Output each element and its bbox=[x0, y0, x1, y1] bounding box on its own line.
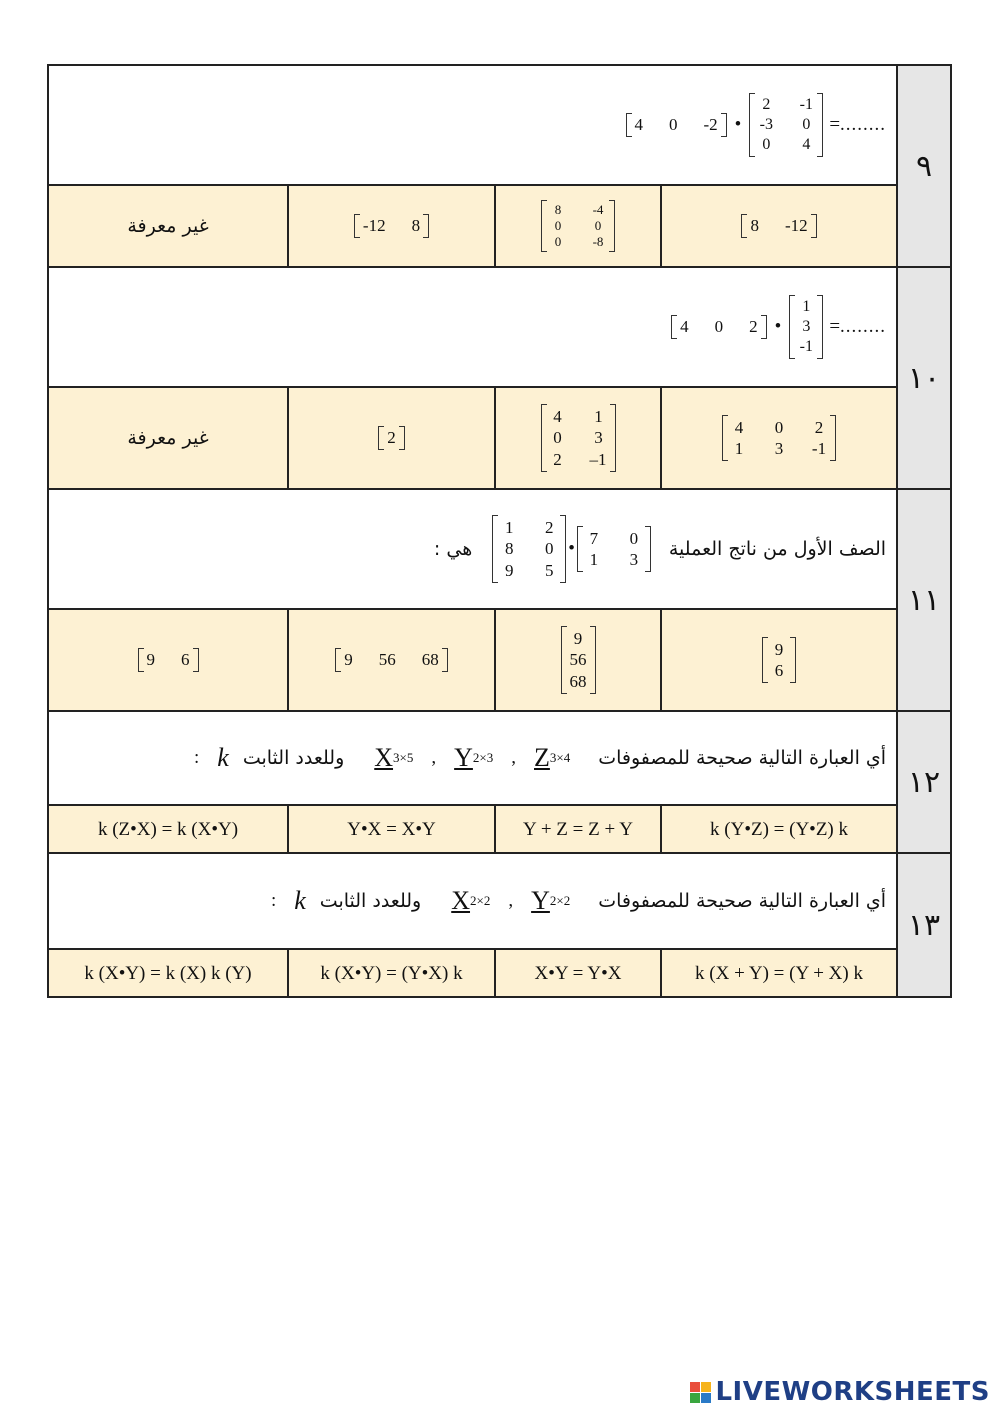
q13-option-4[interactable] bbox=[48, 949, 288, 997]
q9-option-3[interactable] bbox=[288, 185, 495, 267]
q9-opt3-v2: 8 bbox=[411, 216, 421, 235]
q10-opt2-31: 2 bbox=[553, 449, 562, 469]
q10-option-1[interactable] bbox=[661, 387, 897, 489]
q11-b-11: 1 bbox=[504, 518, 514, 538]
q9-m-12: -1 bbox=[799, 96, 813, 113]
q11-opt4-v2: 6 bbox=[181, 650, 190, 669]
q9-prompt bbox=[48, 65, 897, 185]
q13-k: k bbox=[294, 886, 306, 915]
q10-rv-2: 0 bbox=[714, 317, 724, 336]
q9-opt2-32: -8 bbox=[592, 234, 604, 250]
q10-dot-operator: • bbox=[774, 316, 782, 337]
q10-expression bbox=[49, 295, 896, 359]
q9-rv-3: -2 bbox=[703, 115, 718, 134]
q9-opt2-12: -4 bbox=[592, 201, 604, 217]
q9-opt4-text: غير معرفة bbox=[127, 214, 209, 237]
q10-opt2-32: –1 bbox=[589, 449, 607, 469]
q12-opt3-text: Y•X = X•Y bbox=[347, 818, 436, 840]
q13-constant-text: وللعدد الثابت bbox=[319, 890, 422, 912]
q11-a-11: 7 bbox=[589, 528, 599, 548]
q11-text-after: هي : bbox=[433, 538, 473, 560]
q9-opt3-v1: -12 bbox=[362, 216, 386, 235]
q9-m-22: 0 bbox=[802, 116, 811, 133]
q11-b-12: 2 bbox=[544, 518, 554, 538]
q12-number: ١٢ bbox=[897, 711, 951, 853]
q11-a-21: 1 bbox=[589, 550, 599, 569]
q10-opt3-v1: 2 bbox=[387, 428, 396, 447]
q11-b-32: 5 bbox=[544, 560, 554, 580]
q12-opt1-text: k (Y•Z) = (Y•Z) k bbox=[710, 818, 849, 840]
q13-comma: , bbox=[508, 890, 514, 911]
q10-opt2-22: 3 bbox=[594, 428, 603, 448]
q12-matrix-x: X bbox=[374, 743, 394, 772]
q9-equals: = bbox=[829, 114, 841, 135]
q11-opt1-2: 6 bbox=[774, 661, 784, 680]
q12-text: أي العبارة التالية صحيحة للمصفوفات bbox=[598, 747, 887, 769]
q11-option-4[interactable] bbox=[48, 609, 288, 711]
q9-matrix bbox=[749, 93, 823, 157]
watermark-text: LIVEWORKSHEETS bbox=[715, 1377, 990, 1407]
q11-text-before: الصف الأول من ناتج العملية bbox=[668, 538, 887, 560]
liveworksheets-logo-icon bbox=[690, 1382, 711, 1403]
q13-option-2[interactable] bbox=[495, 949, 661, 997]
q9-opt2-22: 0 bbox=[594, 217, 602, 233]
q10-m-1: 1 bbox=[802, 298, 811, 315]
q13-y-size: 2×2 bbox=[549, 893, 571, 908]
q12-comma-2: , bbox=[511, 747, 516, 768]
q11-b-22: 0 bbox=[544, 539, 554, 559]
q12-matrix-z: Z bbox=[534, 743, 550, 772]
q13-prompt bbox=[48, 853, 897, 949]
q10-opt2-matrix bbox=[541, 404, 616, 472]
q12-x-size: 3×5 bbox=[393, 750, 414, 765]
q13-expression bbox=[49, 886, 896, 916]
q13-opt2-text: X•Y = Y•X bbox=[534, 962, 622, 984]
q9-number: ٩ bbox=[897, 65, 951, 267]
q9-rv-2: 0 bbox=[669, 115, 678, 134]
q11-a-22: 3 bbox=[629, 550, 639, 569]
q9-option-1[interactable] bbox=[661, 185, 897, 267]
q12-prompt bbox=[48, 711, 897, 805]
q9-option-4[interactable] bbox=[48, 185, 288, 267]
q11-opt2-matrix bbox=[561, 626, 596, 694]
q12-option-1[interactable] bbox=[661, 805, 897, 853]
q11-opt4-vector bbox=[138, 648, 199, 672]
q11-option-2[interactable] bbox=[495, 609, 661, 711]
q12-option-4[interactable] bbox=[48, 805, 288, 853]
q10-opt3-vector bbox=[378, 426, 405, 450]
q11-opt1-matrix bbox=[762, 637, 796, 684]
q9-opt3-vector bbox=[354, 214, 429, 238]
q11-matrix-a bbox=[577, 526, 651, 573]
q13-matrix-y: Y bbox=[531, 886, 550, 915]
q9-opt1-vector bbox=[741, 214, 816, 238]
q9-dots: ........ bbox=[840, 114, 887, 135]
q11-opt1-1: 9 bbox=[774, 639, 784, 659]
q11-opt3-v3: 68 bbox=[421, 650, 439, 669]
q10-opt1-12: 0 bbox=[774, 417, 784, 437]
q10-opt2-21: 0 bbox=[553, 428, 562, 448]
q11-opt3-vector bbox=[335, 648, 448, 672]
q10-opt1-matrix bbox=[722, 415, 836, 462]
q10-number: ١٠ bbox=[897, 267, 951, 489]
q11-b-31: 9 bbox=[504, 560, 514, 580]
q10-matrix bbox=[789, 295, 823, 359]
q13-colon: : bbox=[270, 890, 277, 911]
logo-square-2 bbox=[701, 1382, 711, 1392]
q13-number: ١٣ bbox=[897, 853, 951, 997]
q12-colon: : bbox=[193, 747, 200, 768]
q12-option-3[interactable] bbox=[288, 805, 495, 853]
q11-dot-operator: • bbox=[568, 538, 575, 559]
q12-k: k bbox=[217, 743, 229, 772]
q13-option-3[interactable] bbox=[288, 949, 495, 997]
q11-opt3-v2: 56 bbox=[378, 650, 396, 669]
q10-opt1-23: -1 bbox=[811, 439, 827, 458]
q10-opt4-text: غير معرفة bbox=[127, 426, 209, 449]
logo-square-1 bbox=[690, 1382, 700, 1392]
q12-comma-1: , bbox=[431, 747, 437, 768]
q13-opt4-text: k (X•Y) = k (X) k (Y) bbox=[84, 962, 252, 984]
q9-opt2-21: 0 bbox=[554, 217, 562, 233]
q13-text: أي العبارة التالية صحيحة للمصفوفات bbox=[598, 890, 887, 912]
q10-opt1-22: 3 bbox=[774, 439, 784, 458]
q11-b-21: 8 bbox=[504, 539, 514, 559]
q10-option-2[interactable] bbox=[495, 387, 661, 489]
q9-row-vector bbox=[626, 113, 727, 137]
q11-opt3-v1: 9 bbox=[344, 650, 353, 669]
q11-option-1[interactable] bbox=[661, 609, 897, 711]
q13-matrix-x: X bbox=[451, 886, 471, 915]
q10-opt2-11: 4 bbox=[553, 407, 562, 427]
logo-square-4 bbox=[701, 1393, 711, 1403]
quiz-table bbox=[47, 64, 952, 998]
q11-option-3[interactable] bbox=[288, 609, 495, 711]
q10-row-vector bbox=[671, 315, 767, 339]
q9-expression bbox=[49, 93, 896, 157]
q9-opt2-11: 8 bbox=[554, 201, 562, 217]
q12-opt4-text: k (Z•X) = k (X•Y) bbox=[97, 818, 239, 840]
q10-option-3[interactable] bbox=[288, 387, 495, 489]
q12-opt2-text: Y + Z = Z + Y bbox=[523, 818, 633, 840]
q11-prompt bbox=[48, 489, 897, 609]
q11-opt2-1: 9 bbox=[573, 629, 583, 649]
q10-option-4[interactable] bbox=[48, 387, 288, 489]
q9-m-32: 4 bbox=[802, 136, 811, 153]
q10-rv-1: 4 bbox=[680, 317, 689, 336]
q9-opt2-matrix bbox=[541, 200, 615, 253]
q12-y-size: 2×3 bbox=[472, 750, 494, 765]
q10-equals: = bbox=[829, 316, 841, 337]
q10-dots: ........ bbox=[840, 316, 887, 337]
q10-opt1-13: 2 bbox=[814, 417, 824, 437]
q13-opt3-text: k (X•Y) = (Y•X) k bbox=[320, 962, 463, 984]
q12-z-size: 3×4 bbox=[549, 750, 571, 765]
logo-square-3 bbox=[690, 1393, 700, 1403]
q10-opt1-11: 4 bbox=[734, 417, 744, 437]
q11-opt2-3: 68 bbox=[569, 671, 587, 691]
q11-a-12: 0 bbox=[629, 528, 639, 548]
q9-m-11: 2 bbox=[762, 96, 771, 113]
q10-m-3: -1 bbox=[799, 338, 813, 355]
q9-opt1-v1: 8 bbox=[750, 216, 759, 235]
q13-option-1[interactable] bbox=[661, 949, 897, 997]
liveworksheets-watermark bbox=[690, 1377, 990, 1407]
q11-expression bbox=[49, 515, 896, 583]
q11-number: ١١ bbox=[897, 489, 951, 711]
q9-opt1-v2: -12 bbox=[784, 216, 808, 235]
q13-x-size: 2×2 bbox=[470, 893, 491, 908]
q9-dot-operator: • bbox=[734, 114, 742, 135]
q9-m-31: 0 bbox=[762, 136, 771, 153]
q12-constant-text: وللعدد الثابت bbox=[242, 747, 345, 769]
q9-rv-1: 4 bbox=[634, 115, 643, 134]
q12-option-2[interactable] bbox=[495, 805, 661, 853]
q10-opt1-21: 1 bbox=[734, 439, 744, 458]
q10-opt2-12: 1 bbox=[594, 407, 603, 427]
q9-m-21: -3 bbox=[759, 116, 773, 133]
q10-m-2: 3 bbox=[802, 318, 811, 335]
q11-matrix-b bbox=[492, 515, 566, 583]
q13-opt1-text: k (X + Y) = (Y + X) k bbox=[695, 962, 863, 984]
q10-rv-3: 2 bbox=[749, 317, 758, 336]
q12-matrix-y: Y bbox=[454, 743, 473, 772]
q11-opt2-2: 56 bbox=[569, 650, 587, 670]
q12-expression bbox=[49, 743, 896, 773]
q9-option-2[interactable] bbox=[495, 185, 661, 267]
q9-opt2-31: 0 bbox=[554, 234, 562, 250]
q11-opt4-v1: 9 bbox=[146, 650, 155, 669]
q10-prompt bbox=[48, 267, 897, 387]
